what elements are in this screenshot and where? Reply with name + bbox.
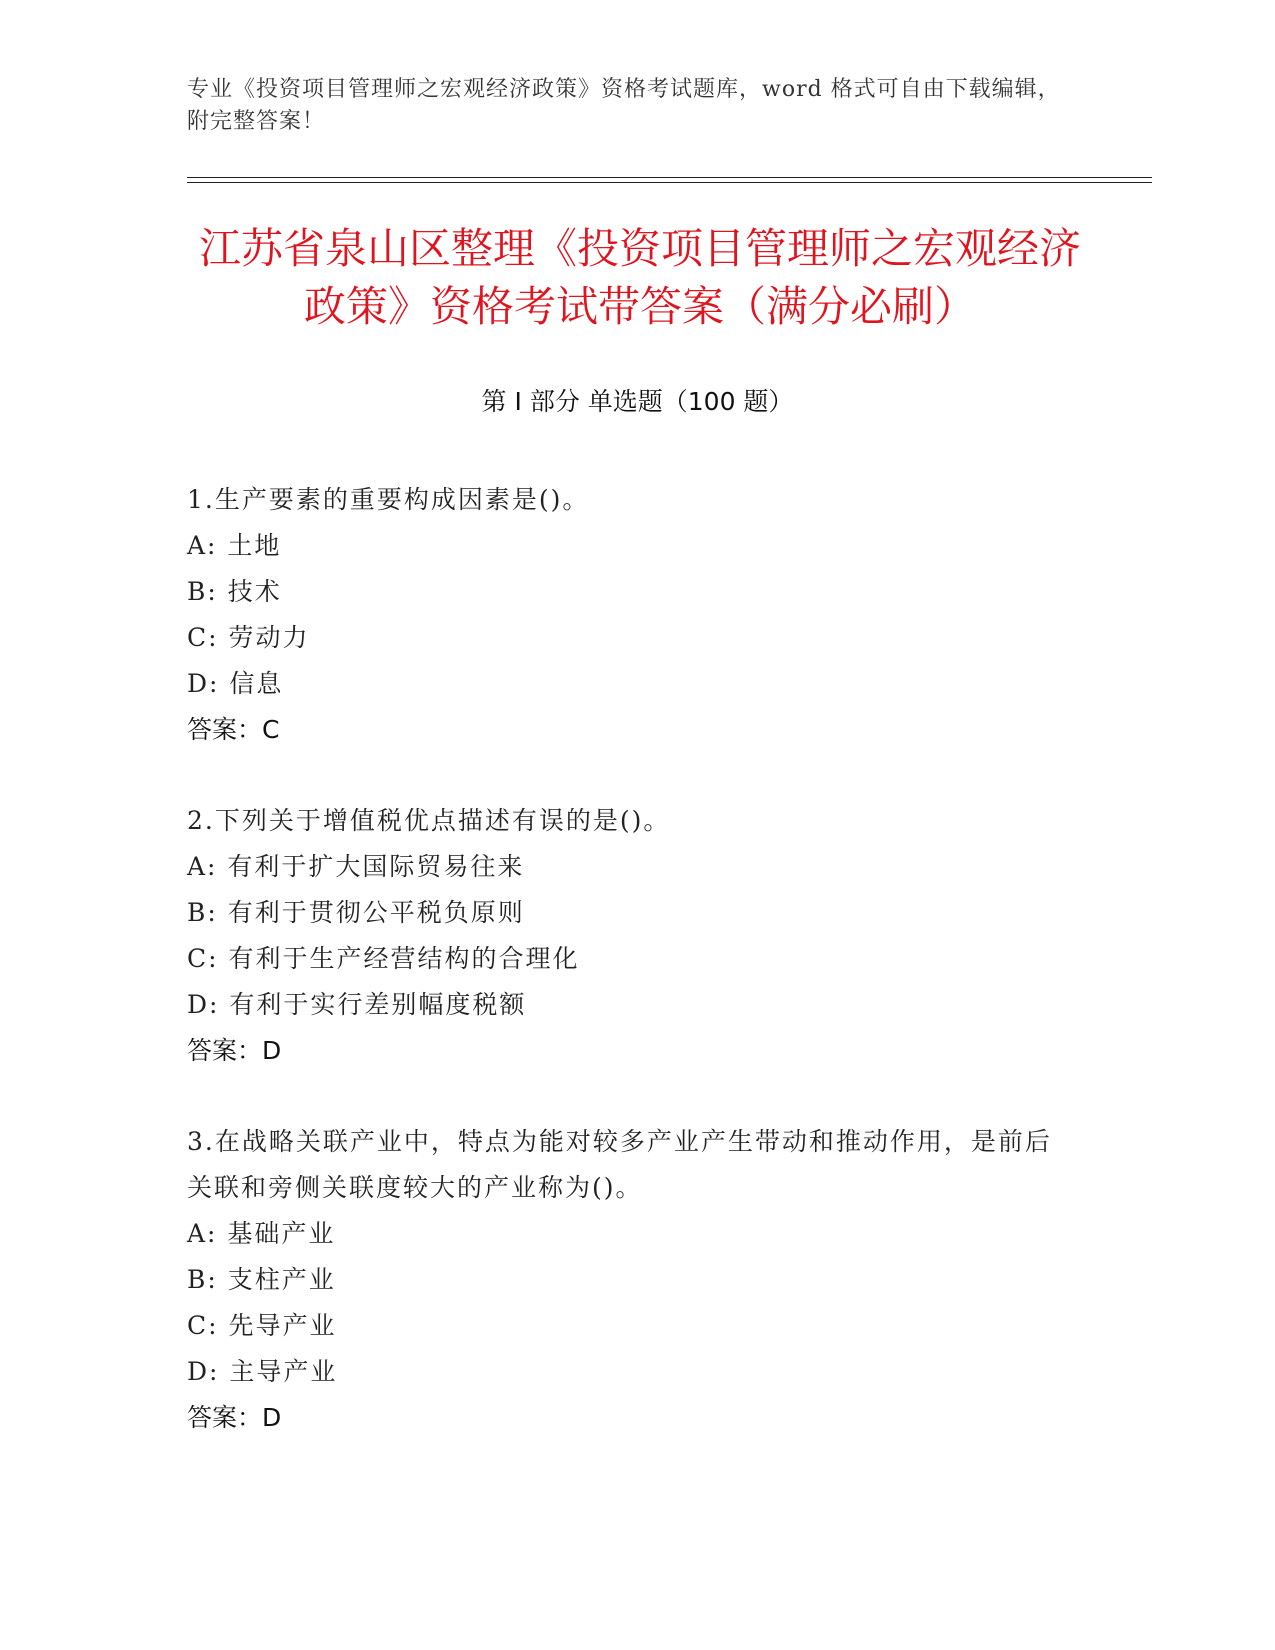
option-b: B: 有利于贯彻公平税负原则 — [187, 898, 525, 927]
question-text: 1.生产要素的重要构成因素是()。 — [187, 485, 590, 514]
option-a: A: 基础产业 — [187, 1219, 336, 1248]
question-list — [187, 477, 1067, 1486]
question-text: 2.下列关于增值税优点描述有误的是()。 — [187, 806, 671, 835]
section-heading: 第 I 部分 单选题（100 题） — [481, 387, 794, 416]
answer-line: 答案：D — [187, 1403, 282, 1432]
option-b: B: 支柱产业 — [187, 1265, 336, 1294]
header-divider-top — [187, 177, 1152, 178]
answer-line: 答案：C — [187, 715, 280, 744]
document-title: 江苏省泉山区整理《投资项目管理师之宏观经济政策》资格考试带答案（满分必刷） — [198, 224, 1081, 331]
option-d: D: 信息 — [187, 669, 284, 698]
question-item — [187, 798, 1067, 1074]
option-c: C: 有利于生产经营结构的合理化 — [187, 944, 580, 973]
option-d: D: 有利于实行差别幅度税额 — [187, 990, 527, 1019]
question-item — [187, 1119, 1067, 1441]
option-c: C: 先导产业 — [187, 1311, 337, 1340]
option-b: B: 技术 — [187, 577, 282, 606]
header-note: 专业《投资项目管理师之宏观经济政策》资格考试题库，word 格式可自由下载编辑，附完整答案！ — [187, 77, 1061, 134]
option-a: A: 有利于扩大国际贸易往来 — [187, 852, 525, 881]
question-text: 3.在战略关联产业中，特点为能对较多产业产生带动和推动作用，是前后关联和旁侧关联度较大的产业称为()。 — [187, 1127, 1052, 1202]
option-a: A: 土地 — [187, 531, 282, 560]
header-divider-bottom — [187, 182, 1152, 183]
option-c: C: 劳动力 — [187, 623, 310, 652]
answer-line: 答案：D — [187, 1036, 282, 1065]
option-d: D: 主导产业 — [187, 1357, 338, 1386]
question-item — [187, 477, 1067, 753]
